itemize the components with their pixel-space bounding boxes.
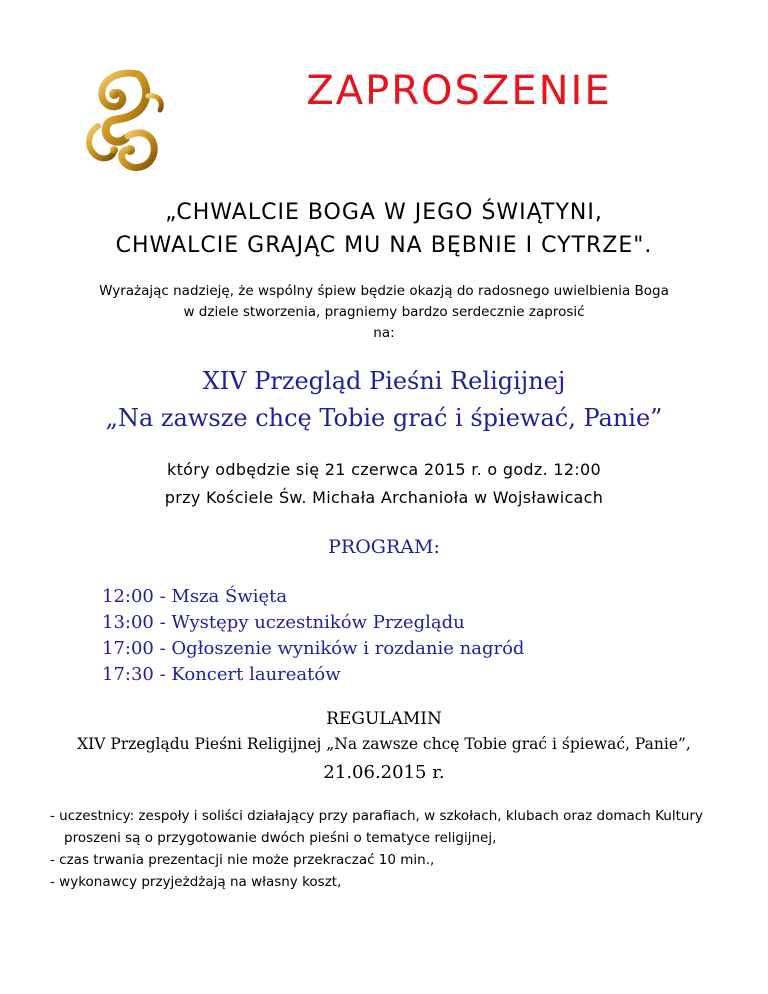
- rule-item: - wykonawcy przyjeżdżają na własny koszt,: [50, 874, 342, 890]
- program-item: 17:00 - Ogłoszenie wyników i rozdanie nagród: [102, 638, 525, 659]
- program-item: 17:30 - Koncert laureatów: [102, 664, 341, 685]
- regulations-subtitle: XIV Przeglądu Pieśni Religijnej „Na zawsze chcę Tobie grać i śpiewać, Panie”,: [77, 735, 691, 753]
- regulations-heading: REGULAMIN: [326, 709, 442, 729]
- quote-line-1: „CHWALCIE BOGA W JEGO ŚWIĄTYNI,: [165, 200, 603, 225]
- intro-line-2: w dziele stworzenia, pragniemy bardzo serdecznie zaprosić: [183, 304, 585, 320]
- when-line-1: który odbędzie się 21 czerwca 2015 r. o godz. 12:00: [167, 460, 601, 479]
- event-line-2: „Na zawsze chcę Tobie grać i śpiewać, Panie”: [105, 404, 663, 432]
- rules-list: [50, 805, 740, 893]
- event-name: [0, 363, 768, 437]
- event-date-place: [0, 456, 768, 512]
- when-line-2: przy Kościele Św. Michała Archanioła w Wojsławicach: [164, 488, 604, 507]
- program-item: 13:00 - Występy uczestników Przeglądu: [102, 612, 465, 633]
- event-line-1: XIV Przegląd Pieśni Religijnej: [202, 367, 566, 395]
- intro-line-3: na:: [373, 325, 395, 341]
- program-item: 12:00 - Msza Święta: [102, 586, 288, 607]
- bible-quote: [0, 196, 768, 262]
- rule-item: - czas trwania prezentacji nie może przekraczać 10 min.,: [50, 852, 435, 868]
- intro-line-1: Wyrażając nadzieję, że wspólny śpiew będzie okazją do radosnego uwielbienia Boga: [99, 283, 669, 299]
- quote-line-2: CHWALCIE GRAJĄC MU NA BĘBNIE I CYTRZE".: [115, 233, 653, 258]
- page-title: ZAPROSZENIE: [306, 68, 612, 114]
- regulations-date: 21.06.2015 r.: [323, 762, 445, 783]
- program-list: [102, 584, 524, 688]
- rule-item: - uczestnicy: zespoły i soliści działający przy parafiach, w szkołach, klubach oraz domach Kultury proszeni są o przygotowanie dwóch pieśni o tematyce religijnej,: [50, 808, 703, 846]
- intro-text: [0, 281, 768, 344]
- program-heading: PROGRAM:: [328, 536, 440, 558]
